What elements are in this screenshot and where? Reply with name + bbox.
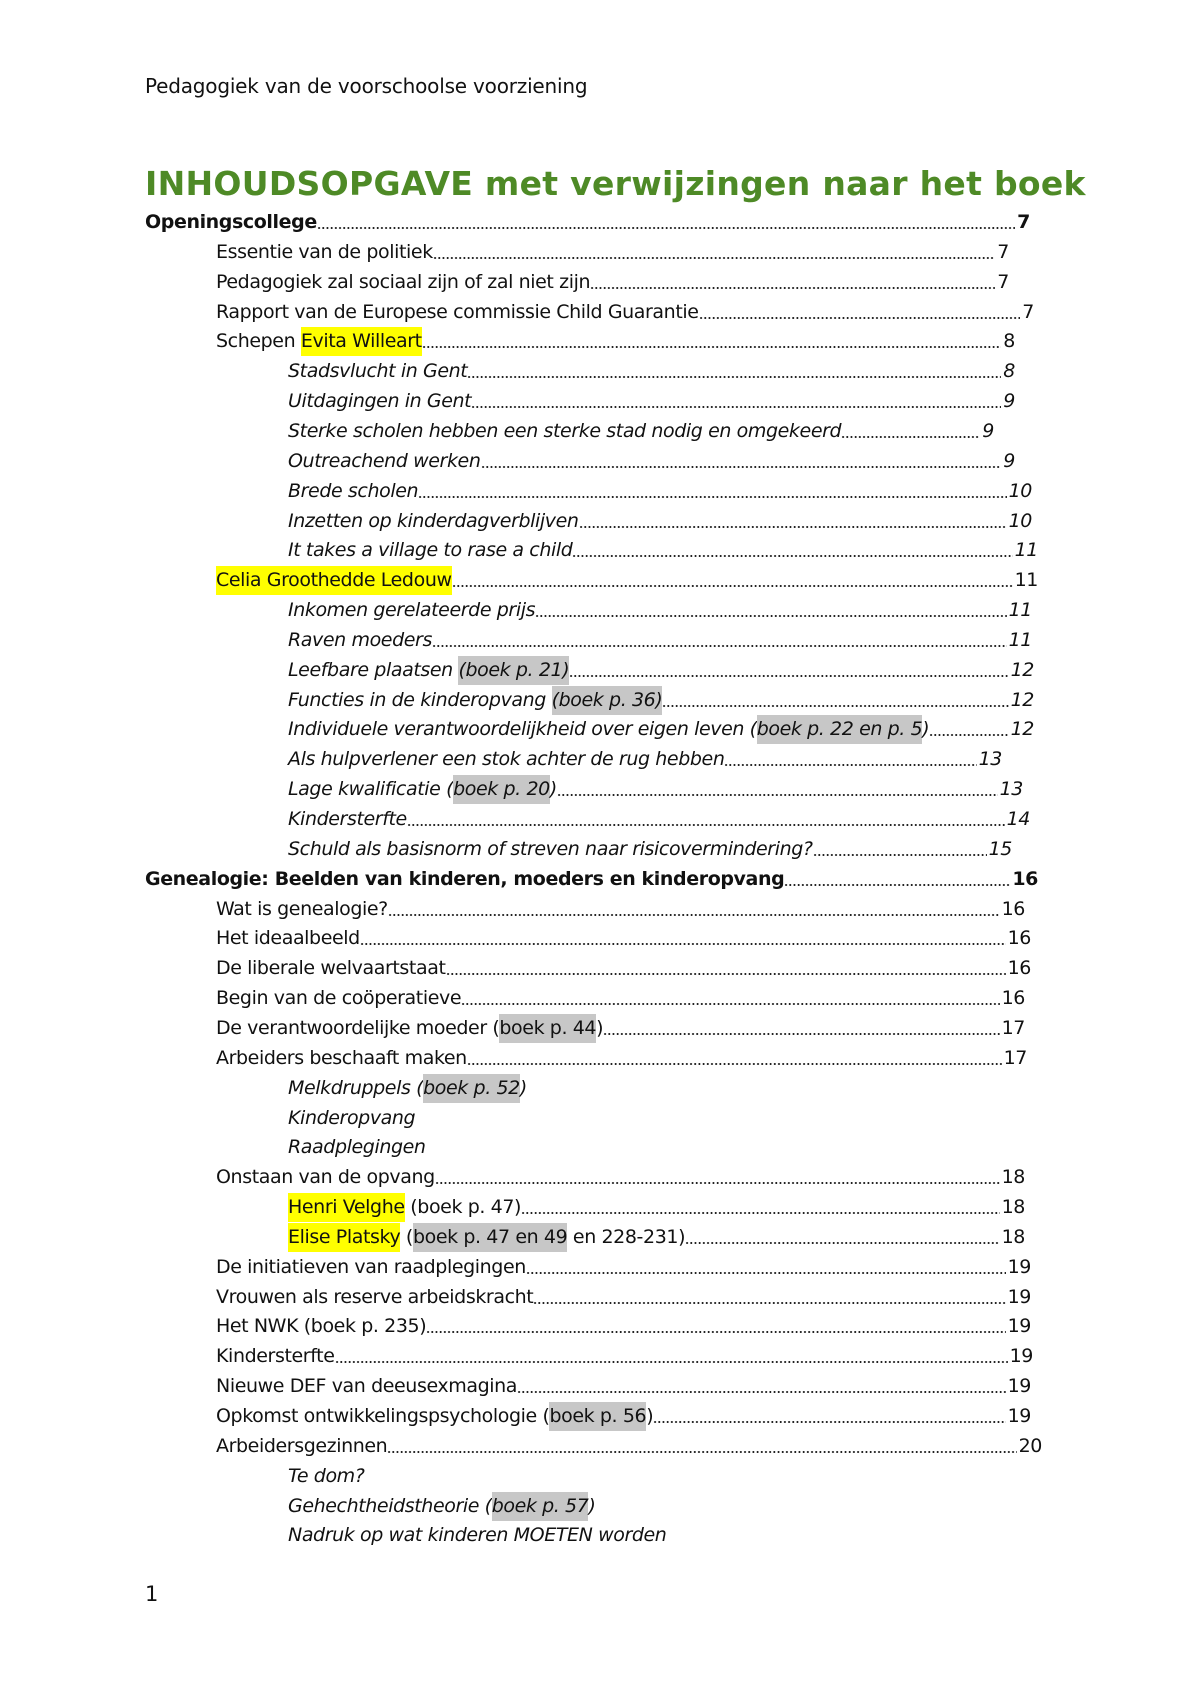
toc-entry[interactable] xyxy=(216,1402,1031,1431)
toc-entry-text: Leefbare plaatsen xyxy=(288,658,459,681)
toc-page-number: 11 xyxy=(1014,539,1038,562)
toc-entry-text: Kinderopvang xyxy=(288,1106,416,1129)
toc-entry[interactable] xyxy=(216,1283,1031,1312)
dot-leader xyxy=(387,1432,1018,1461)
dot-leader xyxy=(418,477,1008,506)
toc-entry[interactable] xyxy=(216,298,1034,327)
dot-leader xyxy=(446,954,1008,983)
toc-entry[interactable] xyxy=(288,745,1002,774)
toc-entry[interactable] xyxy=(288,1462,364,1491)
toc-entry-text: en 228-231) xyxy=(567,1225,686,1248)
dot-leader xyxy=(432,626,1009,655)
toc-page-number: 7 xyxy=(1017,211,1030,233)
toc-page-number: 16 xyxy=(1007,957,1031,980)
toc-entry-text: Vrouwen als reserve arbeidskracht xyxy=(216,1285,534,1308)
toc-page-number: 19 xyxy=(1007,1315,1031,1338)
toc-page-number: 17 xyxy=(1001,1016,1025,1039)
toc-entry-text: De initiatieven van raadplegingen xyxy=(216,1255,526,1278)
dot-leader xyxy=(481,447,1004,476)
toc-entry[interactable] xyxy=(216,327,1015,356)
toc-entry[interactable] xyxy=(216,1432,1042,1461)
toc-entry[interactable] xyxy=(216,895,1025,924)
toc-entry-text: (boek p. 21) xyxy=(458,656,569,685)
toc-entry[interactable] xyxy=(216,268,1009,297)
dot-leader xyxy=(662,686,1010,715)
toc-entry[interactable] xyxy=(216,1044,1027,1073)
toc-page-number: 13 xyxy=(999,778,1023,801)
dot-leader xyxy=(407,805,1007,834)
toc-entry-text: ) xyxy=(646,1405,654,1427)
dot-leader xyxy=(317,208,1017,237)
toc-page-number: 11 xyxy=(1008,599,1032,622)
toc-page-number: 19 xyxy=(1007,1285,1031,1308)
toc-page-number: 17 xyxy=(1003,1046,1027,1069)
toc-page-number: 9 xyxy=(1003,449,1015,472)
toc-page-number: 9 xyxy=(1003,390,1015,413)
toc-entry-text: boek p. 22 en p. 5 xyxy=(757,715,923,744)
dot-leader xyxy=(467,1044,1004,1073)
dot-leader xyxy=(435,1163,1002,1192)
toc-entry-text: Arbeiders beschaaft maken xyxy=(216,1046,467,1069)
toc-entry[interactable] xyxy=(216,1342,1033,1371)
toc-entry[interactable] xyxy=(216,1014,1025,1043)
toc-entry[interactable] xyxy=(288,1492,595,1521)
toc-page-number: 8 xyxy=(1003,360,1015,383)
toc-page-number: 10 xyxy=(1008,509,1032,532)
toc-entry-text: Kindersterfte xyxy=(216,1345,335,1368)
toc-page-number: 7 xyxy=(997,270,1009,293)
dot-leader xyxy=(521,1193,1002,1222)
footer-page-number: 1 xyxy=(145,1582,159,1606)
toc-entry[interactable] xyxy=(288,686,1034,715)
toc-page-number: 12 xyxy=(1010,658,1034,681)
dot-leader xyxy=(422,327,1004,356)
toc-entry[interactable] xyxy=(288,417,994,446)
toc-entry-text: It takes a village to rase a child xyxy=(288,539,573,562)
toc-entry[interactable] xyxy=(288,536,1038,565)
toc-entry-text: ) xyxy=(588,1494,596,1517)
dot-leader xyxy=(557,775,1000,804)
toc-title: INHOUDSOPGAVE met verwijzingen naar het boek xyxy=(145,164,1086,203)
toc-entry-text: boek p. 44 xyxy=(499,1014,596,1043)
toc-entry-text: (boek p. 36) xyxy=(552,686,663,715)
toc-page-number: 18 xyxy=(1001,1166,1025,1189)
toc-entry-text: Evita Willeart xyxy=(301,327,422,356)
toc-entry-text: Inzetten op kinderdagverblijven xyxy=(288,509,579,532)
toc-entry-text: ) xyxy=(596,1016,604,1039)
toc-entry-text: (boek p. 47) xyxy=(404,1196,522,1219)
toc-entry-text: boek p. 52 xyxy=(423,1074,520,1103)
toc-entry-text: Brede scholen xyxy=(288,479,419,502)
toc-entry-text: Celia Groothedde Ledouw xyxy=(216,566,452,595)
toc-entry-text: ) xyxy=(549,778,557,801)
toc-entry-text: boek p. 20 xyxy=(453,775,550,804)
toc-page-number: 19 xyxy=(1007,1405,1031,1427)
toc-entry-text: De liberale welvaartstaat xyxy=(216,957,446,980)
toc-entry-text: Stadsvlucht in Gent xyxy=(288,360,468,383)
toc-entry-text: Schepen xyxy=(216,330,301,353)
toc-page-number: 13 xyxy=(978,748,1002,771)
toc-entry[interactable] xyxy=(288,387,1015,416)
toc-page-number: 11 xyxy=(1008,628,1032,651)
toc-entry-text: Outreachend werken xyxy=(288,449,481,472)
toc-entry-text: Kindersterfte xyxy=(288,808,407,830)
toc-entry[interactable] xyxy=(216,1163,1025,1192)
toc-page-number: 19 xyxy=(1009,1345,1033,1368)
toc-page-number: 12 xyxy=(1010,688,1034,711)
toc-entry-text: Rapport van de Europese commissie Child Guarantie xyxy=(216,300,699,323)
toc-entry[interactable] xyxy=(288,1193,1025,1222)
toc-page-number: 16 xyxy=(1007,927,1031,950)
toc-entry[interactable] xyxy=(216,954,1031,983)
toc-entry[interactable] xyxy=(288,447,1015,476)
dot-leader xyxy=(471,387,1003,416)
toc-entry-text: Opkomst ontwikkelingspsychologie ( xyxy=(216,1405,550,1427)
dot-leader xyxy=(841,417,982,446)
toc-entry-text: Nieuwe DEF van deeusexmagina xyxy=(216,1375,518,1398)
toc-entry-text: Henri Velghe xyxy=(288,1193,405,1222)
toc-entry-text: Sterke scholen hebben een sterke stad nodig en omgekeerd xyxy=(288,419,842,442)
toc-entry-text: Schuld als basisnorm of streven naar risicovermindering? xyxy=(288,837,813,860)
toc-entry-text: boek p. 57 xyxy=(492,1492,589,1521)
toc-entry[interactable] xyxy=(216,924,1031,953)
toc-entry-text: Het ideaalbeeld xyxy=(216,927,360,950)
toc-entry-text: Te dom? xyxy=(288,1464,365,1487)
toc-entry-text: Begin van de coöperatieve xyxy=(216,987,462,1010)
toc-entry-text: Individuele verantwoordelijkheid over eigen leven ( xyxy=(288,718,757,741)
toc-page-number: 14 xyxy=(1006,808,1030,830)
toc-entry-text: Elise Platsky xyxy=(288,1223,400,1252)
dot-leader xyxy=(813,835,989,864)
dot-leader xyxy=(685,1223,1002,1252)
toc-page-number: 15 xyxy=(988,837,1012,860)
toc-page-number: 18 xyxy=(1001,1225,1025,1248)
dot-leader xyxy=(724,745,978,774)
toc-entry[interactable] xyxy=(288,775,1023,804)
dot-leader xyxy=(929,715,1010,744)
toc-entry-text: boek p. 47 en 49 xyxy=(413,1223,567,1252)
toc-entry[interactable] xyxy=(288,835,1012,864)
toc-entry-text: Inkomen gerelateerde prijs xyxy=(288,599,536,622)
dot-leader xyxy=(603,1014,1001,1043)
toc-entry-text: Nadruk op wat kinderen MOETEN worden xyxy=(288,1524,667,1547)
toc-entry[interactable] xyxy=(145,865,1038,894)
toc-entry-text: Melkdruppels ( xyxy=(288,1076,424,1099)
toc-entry[interactable] xyxy=(288,656,1034,685)
toc-page-number: 16 xyxy=(1001,987,1025,1010)
toc-entry[interactable] xyxy=(288,1223,1025,1252)
dot-leader xyxy=(699,298,1023,327)
dot-leader xyxy=(526,1253,1008,1282)
toc-entry[interactable] xyxy=(216,238,1009,267)
dot-leader xyxy=(388,895,1002,924)
toc-entry[interactable] xyxy=(288,507,1032,536)
toc-entry-text: Openingscollege xyxy=(145,211,317,233)
dot-leader xyxy=(653,1402,1007,1431)
toc-entry-text: ( xyxy=(400,1225,413,1248)
toc-entry[interactable] xyxy=(216,1372,1031,1401)
toc-page-number: 11 xyxy=(1014,569,1038,592)
toc-entry-text: Functies in de kinderopvang xyxy=(288,688,552,711)
dot-leader xyxy=(572,536,1014,565)
toc-page-number: 16 xyxy=(1012,867,1038,890)
dot-leader xyxy=(569,656,1010,685)
dot-leader xyxy=(533,1283,1007,1312)
toc-page-number: 19 xyxy=(1007,1375,1031,1398)
toc-entry-text: Pedagogiek zal sociaal zijn of zal niet zijn xyxy=(216,270,591,293)
toc-entry-text: Wat is genealogie? xyxy=(216,897,388,920)
toc-entry[interactable] xyxy=(145,208,1030,237)
toc-page-number: 19 xyxy=(1007,1255,1031,1278)
toc-entry-text: Raven moeders xyxy=(288,628,432,651)
toc-entry-text: boek p. 56 xyxy=(549,1402,646,1431)
toc-entry-text: Het NWK (boek p. 235) xyxy=(216,1315,427,1338)
dot-leader xyxy=(360,924,1008,953)
toc-entry-text: De verantwoordelijke moeder ( xyxy=(216,1016,500,1039)
dot-leader xyxy=(517,1372,1008,1401)
toc-entry[interactable] xyxy=(216,984,1025,1013)
toc-entry[interactable] xyxy=(288,357,1015,386)
toc-page-number: 18 xyxy=(1001,1196,1025,1219)
toc-entry-text: Genealogie: Beelden van kinderen, moeders en kinderopvang xyxy=(145,867,785,890)
toc-entry[interactable] xyxy=(288,715,1034,744)
toc-entry-text: Gehechtheidstheorie ( xyxy=(288,1494,492,1517)
dot-leader xyxy=(535,596,1009,625)
toc-entry[interactable] xyxy=(288,1104,415,1133)
toc-entry-text: Uitdagingen in Gent xyxy=(288,390,472,413)
toc-page-number: 12 xyxy=(1010,718,1034,741)
toc-entry-text: Raadplegingen xyxy=(288,1136,426,1159)
toc-entry[interactable] xyxy=(288,626,1032,655)
dot-leader xyxy=(784,865,1012,894)
dot-leader xyxy=(335,1342,1010,1371)
toc-entry-text: Lage kwalificatie ( xyxy=(288,778,454,801)
toc-entry-text: Essentie van de politiek xyxy=(216,240,433,263)
dot-leader xyxy=(461,984,1001,1013)
toc-entry[interactable] xyxy=(288,477,1032,506)
toc-entry-text: ) xyxy=(922,718,930,741)
toc-entry[interactable] xyxy=(288,1133,426,1162)
toc-entry[interactable] xyxy=(288,805,1030,834)
dot-leader xyxy=(426,1312,1007,1341)
dot-leader xyxy=(433,238,997,267)
toc-entry[interactable] xyxy=(288,1074,527,1103)
toc-entry[interactable] xyxy=(216,1253,1031,1282)
toc-page-number: 7 xyxy=(997,240,1009,263)
toc-page-number: 10 xyxy=(1008,479,1032,502)
toc-page-number: 8 xyxy=(1003,330,1015,353)
toc-entry[interactable] xyxy=(216,1312,1031,1341)
dot-leader xyxy=(452,566,1015,595)
toc-entry-text: Als hulpverlener een stok achter de rug hebben xyxy=(288,748,725,771)
toc-entry-text: Onstaan van de opvang xyxy=(216,1166,435,1189)
toc-page-number: 16 xyxy=(1001,897,1025,920)
dot-leader xyxy=(467,357,1003,386)
toc-page-number: 7 xyxy=(1022,300,1034,323)
running-header: Pedagogiek van de voorschoolse voorziening xyxy=(145,74,588,98)
dot-leader xyxy=(579,507,1009,536)
toc-entry-text: Arbeidersgezinnen xyxy=(216,1434,388,1457)
toc-entry[interactable] xyxy=(288,1521,666,1550)
toc-entry[interactable] xyxy=(288,596,1032,625)
toc-page-number: 9 xyxy=(982,419,994,442)
toc-entry-text: ) xyxy=(519,1076,527,1099)
toc-page-number: 20 xyxy=(1018,1434,1042,1457)
dot-leader xyxy=(590,268,997,297)
toc-entry[interactable] xyxy=(216,566,1038,595)
